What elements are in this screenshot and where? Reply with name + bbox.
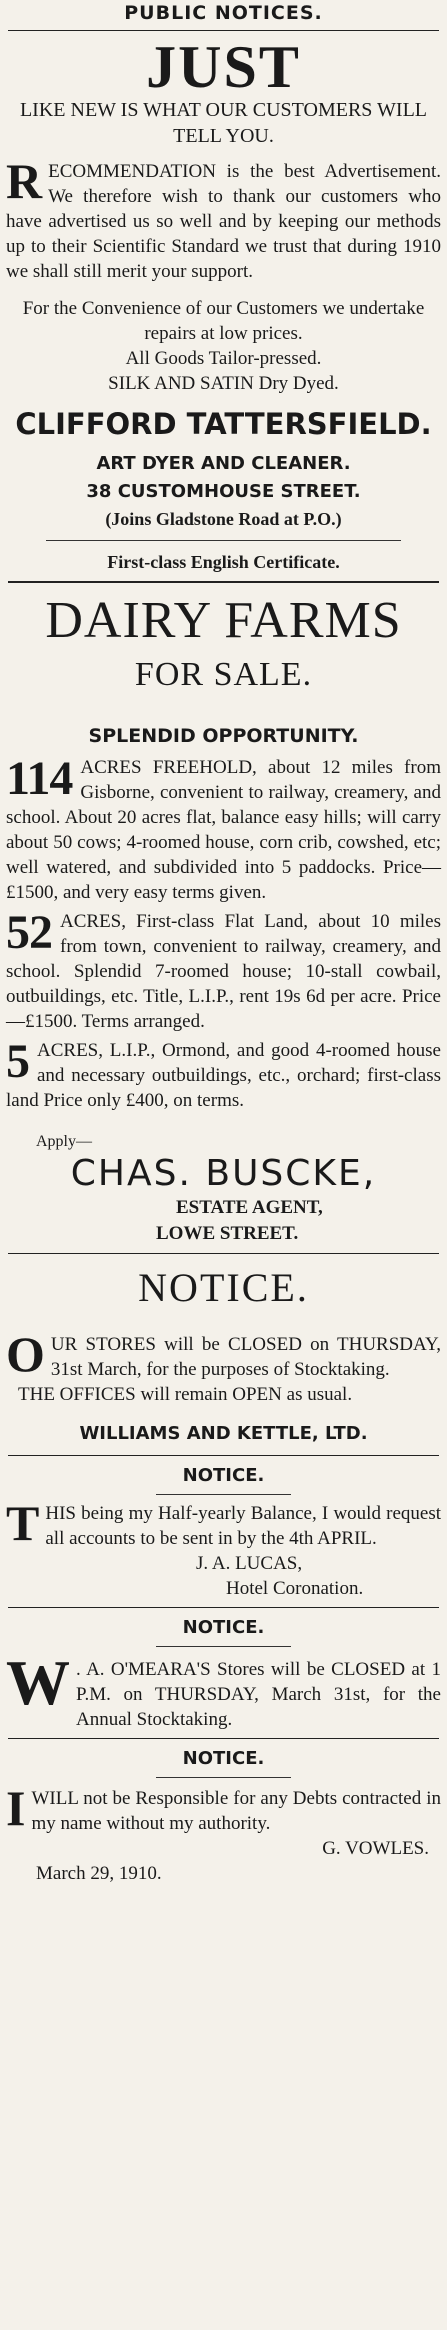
listing-text: ACRES, L.I.P., Ormond, and good 4-roomed house and necessary outbuildings, etc., orchard; first-class land Price only £400, on terms. — [6, 1040, 441, 1111]
notice-text — [6, 1780, 441, 1836]
ad-paragraph — [6, 153, 441, 284]
ad-business-name: CLIFFORD TATTERSFIELD. — [15, 407, 432, 441]
listing-item — [6, 752, 441, 905]
divider — [8, 1607, 439, 1608]
listing-item — [6, 906, 441, 1034]
notice-text-body: UR STORES will be CLOSED on THURSDAY, 31st March, for the purposes of Stocktaking. — [50, 1334, 441, 1380]
ad-paragraph-text: ECOMMENDATION is the best Advertisement. We therefore wish to thank our customers who have advertised us so well and by keeping our methods up to their Scientific Standard we trust that during 1910 we shall still merit your support. — [6, 161, 441, 282]
notice-date: March 29, 1910. — [36, 1863, 162, 1884]
notice-text — [6, 1647, 441, 1732]
notice-text — [6, 1495, 441, 1551]
dairy-opportunity: SPLENDID OPPORTUNITY. — [88, 725, 359, 747]
notice-title: NOTICE. — [182, 1748, 265, 1769]
ad-address: 38 CUSTOMHOUSE STREET. — [86, 481, 361, 502]
listing-text: ACRES, First-class Flat Land, about 10 miles from town, convenient to railway, creamery, and school. Splendid 7-roomed house; 10-stall cowbail, outbuildings, etc. Title, L.I.P., rent 19s 6d per acre. Price—£1500. Terms arranged. — [6, 911, 441, 1032]
ad-tailor-pressed: All Goods Tailor-pressed. — [125, 348, 322, 369]
tattersfield-advert — [6, 34, 441, 575]
listing-number: 52 — [6, 906, 52, 959]
notice-text-body: HIS being my Half-yearly Balance, I would request all accounts to be sent in by the 4th APRIL. — [45, 1503, 441, 1549]
agent-name: CHAS. BUSCKE, — [70, 1153, 377, 1194]
ad-convenience: For the Convenience of our Customers we undertake repairs at low prices. — [22, 298, 425, 344]
dairy-title: DAIRY FARMS — [45, 592, 402, 649]
divider — [8, 1738, 439, 1739]
notice-offices: THE OFFICES will remain OPEN as usual. — [18, 1384, 353, 1405]
ad-dry-dyed: SILK AND SATIN Dry Dyed. — [108, 373, 339, 394]
listing-number: 114 — [6, 752, 73, 805]
listing-text: ACRES FREEHOLD, about 12 miles from Gisborne, convenient to railway, creamery, and school. About 20 acres flat, balance easy hills; will carry about 50 cows; 4-roomed house, corn crib, cowshed, etc; well watered, and subdivided into 5 paddocks. Price—£1500, and very easy terms given. — [6, 757, 441, 903]
notice-half-yearly — [6, 1462, 441, 1601]
notice-text — [6, 1326, 441, 1382]
notice-text-body: . A. O'MEARA'S Stores will be CLOSED at 1 P.M. on THURSDAY, March 31st, for the Annual Stocktaking. — [76, 1659, 441, 1730]
agent-title: ESTATE AGENT, — [176, 1197, 323, 1218]
notice-title: NOTICE. — [182, 1465, 265, 1486]
notice-firm: WILLIAMS AND KETTLE, LTD. — [79, 1423, 368, 1444]
ad-tagline: LIKE NEW IS WHAT OUR CUSTOMERS WILL TELL YOU. — [19, 99, 428, 147]
signature-name: G. VOWLES. — [322, 1838, 429, 1859]
divider — [46, 540, 401, 541]
divider — [8, 1455, 439, 1456]
notice-omeara — [6, 1614, 441, 1732]
ad-certificate: First-class English Certificate. — [107, 552, 340, 572]
ad-joins: (Joins Gladstone Road at P.O.) — [105, 509, 342, 529]
divider — [156, 1646, 291, 1647]
notice-text-body: WILL not be Responsible for any Debts contracted in my name without my authority. — [31, 1788, 441, 1834]
drop-cap: O — [6, 1326, 45, 1382]
drop-cap: T — [6, 1495, 40, 1551]
ad-headline: JUST — [146, 34, 301, 100]
drop-cap: I — [6, 1780, 26, 1836]
divider — [8, 1253, 439, 1254]
divider — [156, 1777, 291, 1778]
dairy-farms-advert — [6, 589, 441, 1247]
listing-item — [6, 1035, 441, 1113]
signature-name: J. A. LUCAS, — [196, 1553, 303, 1574]
divider — [8, 30, 439, 31]
notice-title: NOTICE. — [138, 1265, 309, 1310]
signature-place: Hotel Coronation. — [226, 1578, 364, 1599]
agent-street: LOWE STREET. — [156, 1223, 299, 1244]
notice-stores-closed — [6, 1262, 441, 1449]
divider — [156, 1494, 291, 1495]
apply-label: Apply— — [36, 1133, 92, 1150]
notice-title: NOTICE. — [182, 1617, 265, 1638]
listing-number: 5 — [6, 1035, 29, 1088]
drop-cap: R — [6, 153, 43, 209]
drop-cap: W — [6, 1647, 70, 1718]
divider — [8, 581, 439, 583]
notice-vowles — [6, 1745, 441, 1886]
ad-trade: ART DYER AND CLEANER. — [96, 453, 351, 474]
section-header: PUBLIC NOTICES. — [124, 2, 323, 24]
dairy-subtitle: FOR SALE. — [134, 656, 313, 693]
